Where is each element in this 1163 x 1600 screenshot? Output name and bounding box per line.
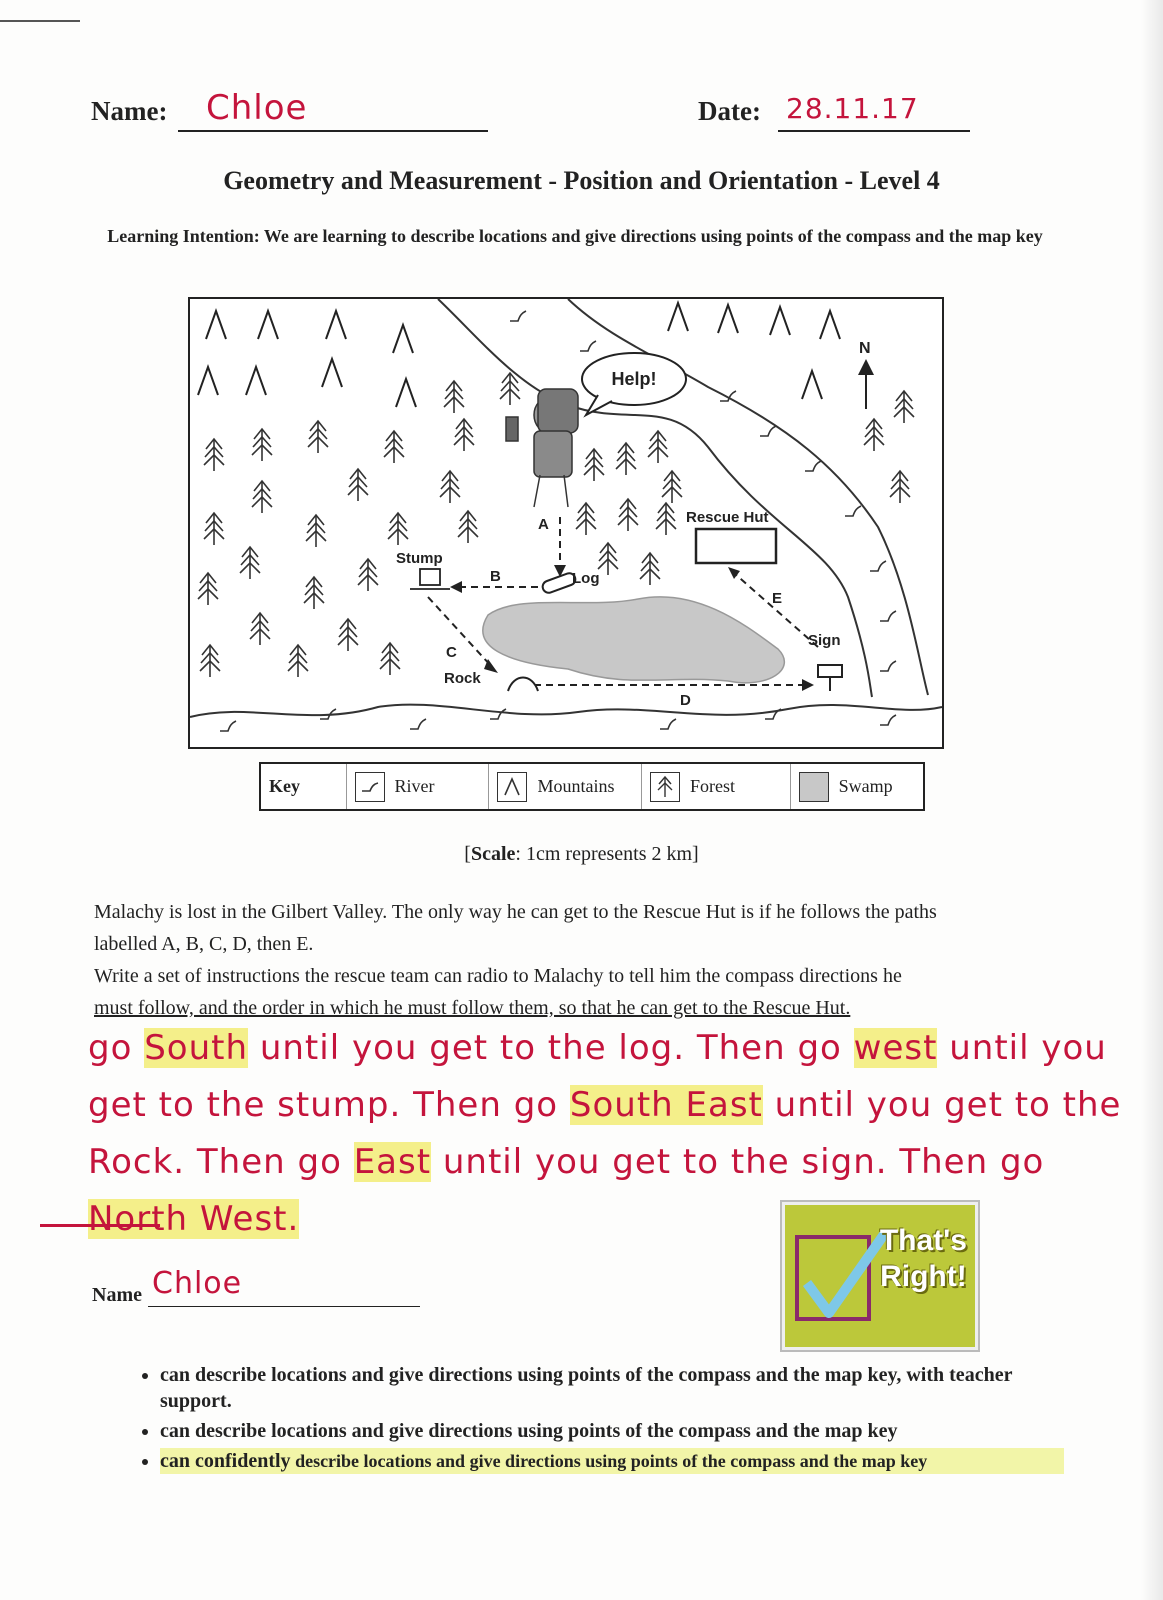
bullet3-rest: describe locations and give directions using points of the compass and the map key xyxy=(290,1451,928,1471)
answer-text: until you get to the log. Then go xyxy=(248,1028,854,1068)
rock-label: Rock xyxy=(444,670,481,687)
key-swamp-label: Swamp xyxy=(838,776,893,796)
learning-intention: Learning Intention: We are learning to describe locations and give directions using points of the compass and the map key xyxy=(107,226,1043,246)
list-item-selected xyxy=(160,1448,1064,1474)
answer-text: go xyxy=(88,1028,145,1068)
answer-text: until you get to the stump. Then go xyxy=(88,1028,1107,1125)
answer-highlight-east: East xyxy=(353,1142,432,1182)
scan-edge xyxy=(1141,0,1163,1600)
checkmark-icon xyxy=(793,1227,889,1325)
page-title: Geometry and Measurement - Position and Orientation - Level 4 xyxy=(223,166,940,195)
answer-highlight-west: west xyxy=(853,1028,938,1068)
list-item: • can describe locations and give directions using points of the compass and the map key, with teacher support. xyxy=(160,1362,1064,1414)
north-label: N xyxy=(859,340,871,357)
instructions-line3: Write a set of instructions the rescue team can radio to Malachy to tell him the compass directions he xyxy=(94,965,902,987)
key-river xyxy=(346,764,489,809)
scale-note: [Scale: 1cm represents 2 km] xyxy=(464,843,699,865)
path-b-label: B xyxy=(490,568,501,585)
corner-mark xyxy=(0,20,80,22)
instructions-line2: labelled A, B, C, D, then E. xyxy=(94,933,314,955)
name-field[interactable] xyxy=(178,88,488,132)
rescue-hut-label: Rescue Hut xyxy=(686,509,769,526)
instructions-line4: must follow, and the order in which he must follow them, so that he can get to the Rescue Hut. xyxy=(94,997,851,1019)
key-forest xyxy=(641,764,790,809)
sticker-line1: That's xyxy=(879,1224,967,1257)
answer-highlight-south: South xyxy=(144,1028,249,1068)
path-a-label: A xyxy=(538,516,549,533)
scale-label: Scale xyxy=(470,843,516,865)
answer-text: until you get to the sign. Then go xyxy=(431,1142,1045,1182)
footer-name-label: Name xyxy=(92,1284,142,1306)
swamp-icon xyxy=(799,772,829,802)
key-swamp xyxy=(790,764,923,809)
valley-map xyxy=(188,297,944,749)
scale-open: [ xyxy=(464,843,471,865)
name-label: Name: xyxy=(91,96,168,126)
map-key xyxy=(259,762,925,811)
thats-right-sticker xyxy=(782,1202,978,1350)
list-item: • can describe locations and give directions using points of the compass and the map key xyxy=(160,1418,1064,1444)
sign-label: Sign xyxy=(808,632,841,649)
rescue-hut-icon xyxy=(696,529,776,563)
sticker-text xyxy=(880,1223,967,1295)
key-forest-label: Forest xyxy=(689,776,735,796)
scale-text: 1cm represents 2 km] xyxy=(525,843,699,865)
river-icon xyxy=(355,772,385,802)
help-text: Help! xyxy=(611,369,657,389)
key-mountains-label: Mountains xyxy=(537,776,615,796)
key-title: Key xyxy=(269,776,300,796)
tree-icon xyxy=(650,772,680,802)
bullet3-strong: can confidently xyxy=(160,1450,291,1472)
path-e-label: E xyxy=(772,590,783,607)
date-field[interactable] xyxy=(778,92,970,132)
sticker-line2: Right! xyxy=(880,1260,967,1293)
answer-text: until you get to the Rock. Then go xyxy=(88,1085,1122,1182)
crossed-out-scribble xyxy=(40,1210,160,1227)
log-label: Log xyxy=(572,570,600,587)
instructions xyxy=(94,896,1094,1024)
date-label: Date: xyxy=(698,96,761,126)
answer-highlight-south-east: South East xyxy=(569,1085,763,1125)
answer-highlight-north-west: North West. xyxy=(88,1199,300,1239)
handwritten-answer[interactable] xyxy=(88,1020,1148,1248)
date-value: 28.11.17 xyxy=(786,92,919,125)
footer-name-field[interactable] xyxy=(148,1266,420,1307)
footer-name-value: Chloe xyxy=(152,1266,243,1301)
stump-label: Stump xyxy=(396,550,443,567)
instructions-line1: Malachy is lost in the Gilbert Valley. The only way he can get to the Rescue Hut is if he follows the paths xyxy=(94,901,937,923)
path-d-label: D xyxy=(680,692,691,709)
key-mountains xyxy=(488,764,641,809)
path-c-label: C xyxy=(446,644,457,661)
mountain-icon xyxy=(497,772,527,802)
name-value: Chloe xyxy=(206,88,308,128)
key-river-label: River xyxy=(394,776,435,796)
self-assessment-list xyxy=(124,1362,1064,1478)
